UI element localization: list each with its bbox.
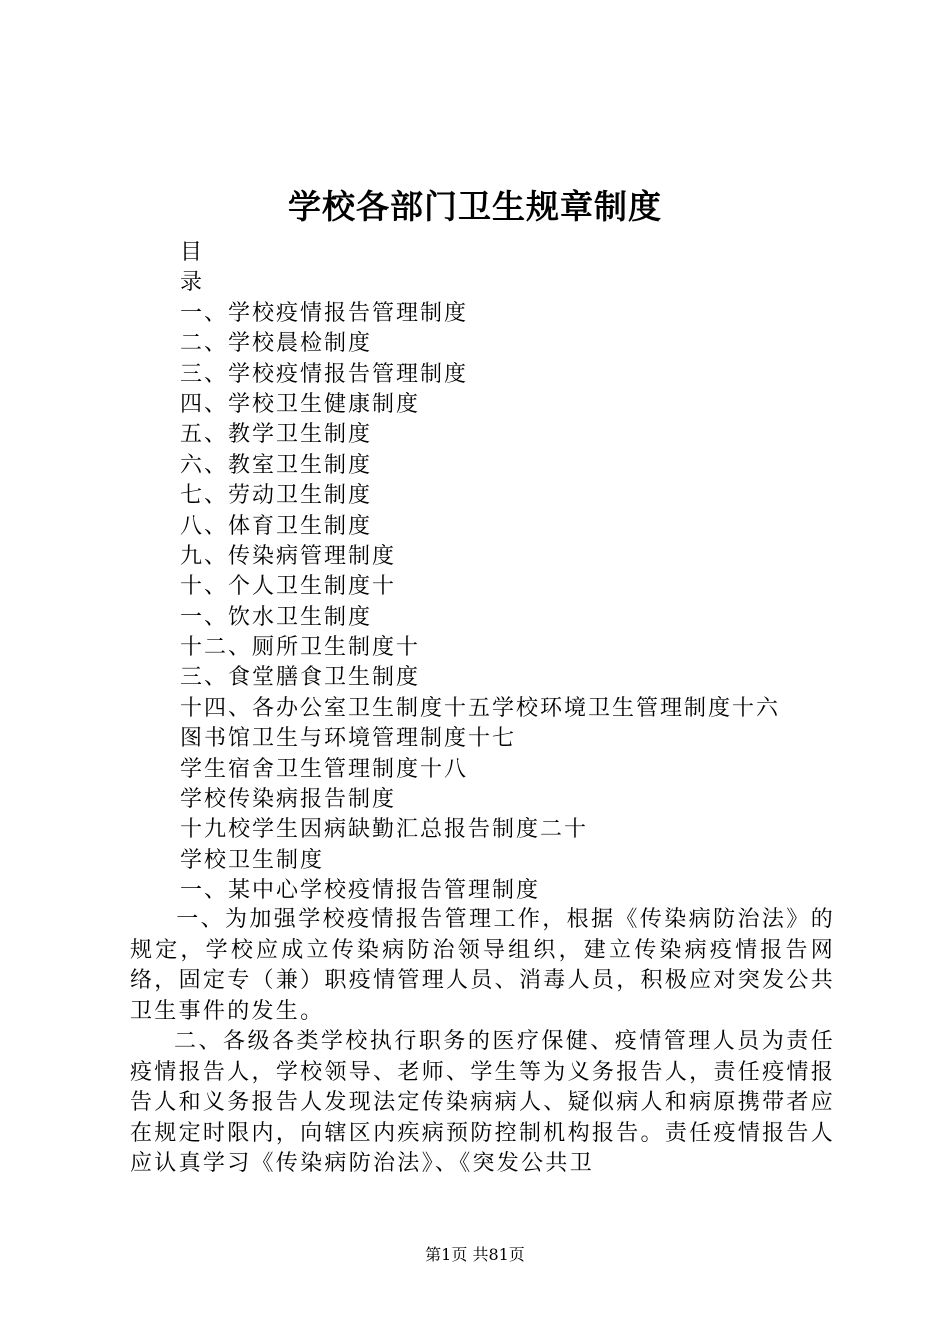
toc-line: 学生宿舍卫生管理制度十八 xyxy=(180,756,469,782)
toc-line: 五、教学卫生制度 xyxy=(180,422,373,448)
toc-line: 一、某中心学校疫情报告管理制度 xyxy=(180,878,541,904)
toc-line: 二、学校晨检制度 xyxy=(180,331,373,357)
toc-line: 十九校学生因病缺勤汇总报告制度二十 xyxy=(180,817,589,843)
toc-line: 十、个人卫生制度十 xyxy=(180,574,397,600)
paragraph: 一、为加强学校疫情报告管理工作，根据《传染病防治法》的规定，学校应成立传染病防治领导组织，建立传染病疫情报告网络，固定专（兼）职疫情管理人员、消毒人员，积极应对突发公共卫生事件的发生。 xyxy=(130,907,835,1024)
toc-line: 七、劳动卫生制度 xyxy=(180,483,373,509)
toc-line: 三、学校疫情报告管理制度 xyxy=(180,361,469,387)
toc-line: 录 xyxy=(180,270,205,296)
toc-line: 三、食堂膳食卫生制度 xyxy=(180,665,421,691)
toc-line: 目 xyxy=(180,240,205,265)
toc-line: 九、传染病管理制度 xyxy=(180,543,397,569)
toc-line: 八、体育卫生制度 xyxy=(180,513,373,539)
toc-line: 图书馆卫生与环境管理制度十七 xyxy=(180,726,517,752)
paragraph: 二、各级各类学校执行职务的医疗保健、疫情管理人员为责任疫情报告人，学校领导、老师、学生等为义务报告人，责任疫情报告人和义务报告人发现法定传染病病人、疑似病人和病原携带者应在规定时限内，向辖区内疾病预防控制机构报告。责任疫情报告人应认真学习《传染病防治法》、《突发公共卫 xyxy=(130,1029,835,1176)
toc-line: 十四、各办公室卫生制度十五学校环境卫生管理制度十六 xyxy=(180,695,781,721)
toc-line: 六、教室卫生制度 xyxy=(180,452,373,478)
toc-line: 学校卫生制度 xyxy=(180,847,325,873)
page-footer: 第1页 共81页 xyxy=(425,1245,525,1264)
toc-line: 一、饮水卫生制度 xyxy=(180,604,373,630)
toc-line: 学校传染病报告制度 xyxy=(180,787,397,813)
body-text xyxy=(130,905,835,1180)
toc-line: 四、学校卫生健康制度 xyxy=(180,391,421,417)
toc-line: 一、学校疫情报告管理制度 xyxy=(180,300,469,326)
table-of-contents xyxy=(180,238,780,907)
document-title: 学校各部门卫生规章制度 xyxy=(288,187,662,226)
toc-line: 十二、厕所卫生制度十 xyxy=(180,635,421,661)
